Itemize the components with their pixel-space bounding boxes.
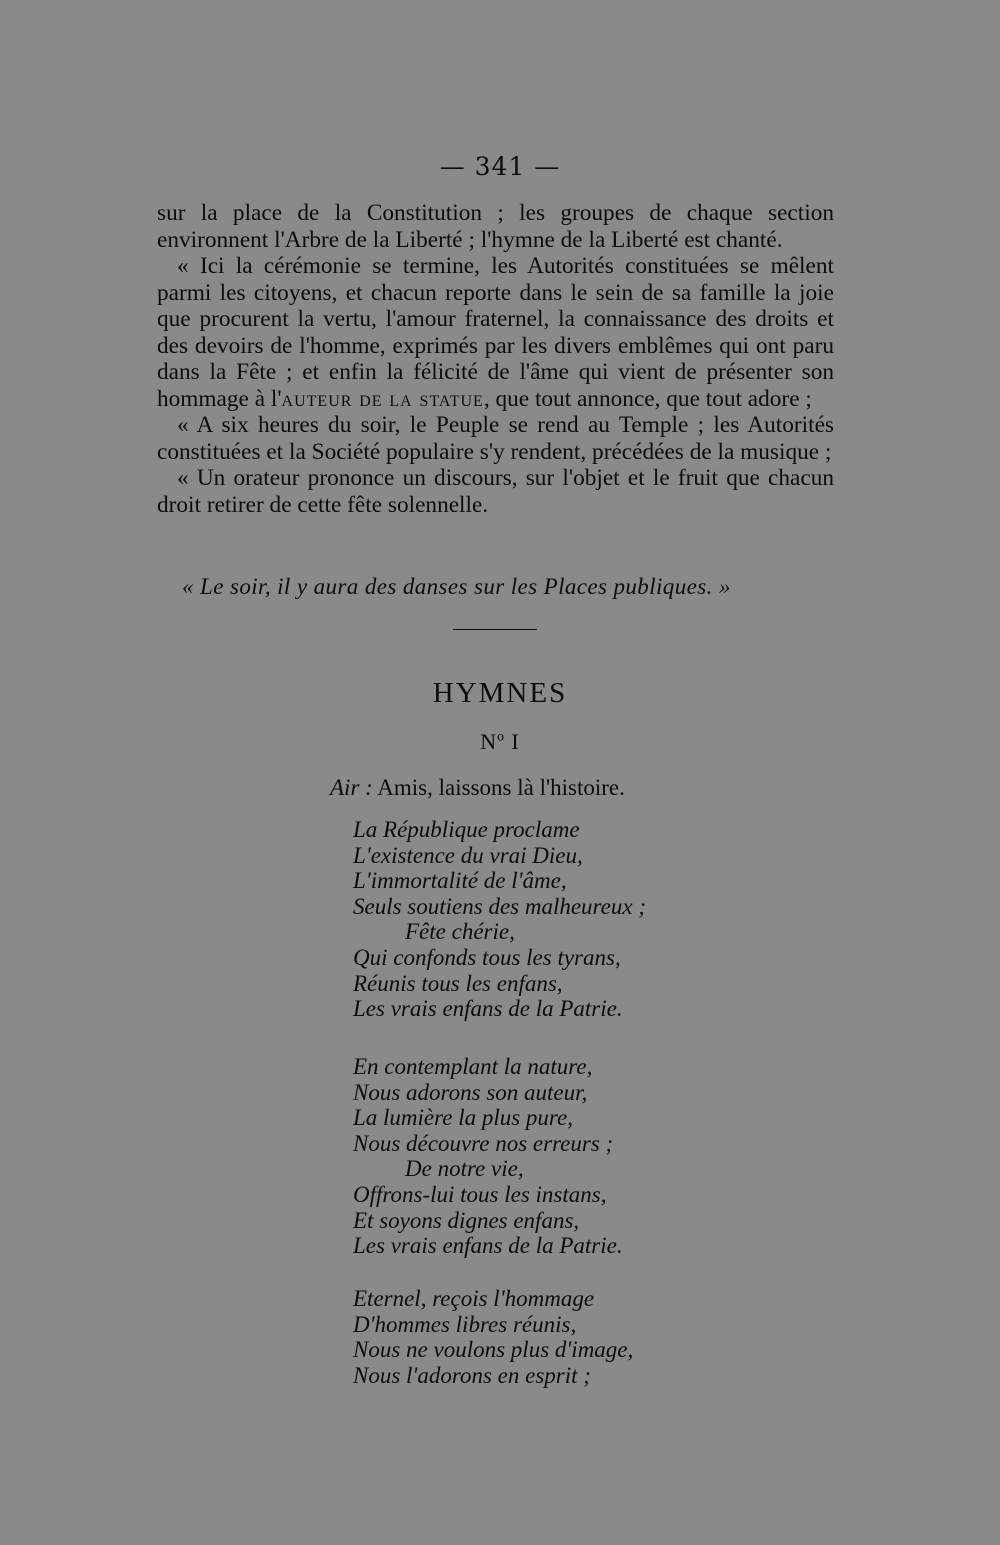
verse-line: Les vrais enfans de la Patrie. [353, 996, 623, 1022]
air-label: Air : [330, 775, 373, 800]
section-title: HYMNES [432, 677, 568, 709]
verse-line: La République proclame [353, 817, 580, 842]
stanza-3 [353, 1286, 633, 1388]
verse-line: Réunis tous les enfans, [353, 970, 563, 996]
verse-line: En contemplant la nature, [353, 1054, 593, 1079]
verse-line: La lumière la plus pure, [353, 1105, 573, 1131]
page-number: — 341 — [439, 152, 561, 181]
air-line [330, 775, 625, 801]
stanza-1 [353, 817, 646, 1022]
paragraph-ceremony-end: , que tout annonce, que tout adore ; [483, 385, 812, 412]
verse-line: L'existence du vrai Dieu, [353, 842, 583, 868]
air-tune: Amis, laissons là l'histoire. [372, 775, 625, 800]
verse-line: Eternel, reçois l'hommage [353, 1286, 595, 1311]
paragraph-constitution: sur la place de la Constitution ; les groupes de chaque section environnent l'Arbre de la Liberté ; l'hymne de la Liberté est chanté. [157, 200, 834, 253]
verse-line: Qui confonds tous les tyrans, [353, 944, 621, 970]
auteur-statue-smallcaps: auteur de la statue [281, 385, 484, 412]
verse-line-refrain: De notre vie, [405, 1156, 524, 1182]
closing-italic-line: « Le soir, il y aura des danses sur les Places publiques. » [182, 574, 731, 599]
paragraph-ceremony-text: « Ici la cérémonie se termine, les Autorités constituées se mêlent parmi les citoyens, et chacun reporte dans le sein de sa famille la joie que procurent la vertu, l'amour fraternel, la connaissance des droits et des devoirs de l'homme, exprimés par les divers emblêmes qui ont paru dans la Fête ; et enfin la félicité de l'âme qui vient de présenter son hommage à l' [157, 253, 834, 412]
verse-line: Les vrais enfans de la Patrie. [353, 1233, 623, 1259]
verse-line: Et soyons dignes enfans, [353, 1207, 580, 1233]
verse-line: Offrons-lui tous les instans, [353, 1181, 607, 1207]
verse-line: Seuls soutiens des malheureux ; [353, 893, 646, 919]
paragraph-orateur: « Un orateur prononce un discours, sur l'objet et le fruit que chacun droit retirer de cette fête solennelle. [157, 465, 834, 518]
verse-line: Nous l'adorons en esprit ; [353, 1362, 591, 1388]
section-divider [453, 629, 537, 630]
paragraph-ceremony [157, 253, 834, 412]
verse-line: Nous ne voulons plus d'image, [353, 1337, 634, 1363]
hymn-number: Nº I [480, 729, 520, 754]
verse-line: Nous découvre nos erreurs ; [353, 1130, 614, 1156]
stanza-2 [353, 1054, 623, 1259]
verse-line: Nous adorons son auteur, [353, 1079, 588, 1105]
verse-line: D'hommes libres réunis, [353, 1311, 577, 1337]
prose-block [157, 200, 834, 518]
verse-line-refrain: Fête chérie, [405, 919, 515, 945]
verse-line: L'immortalité de l'âme, [353, 868, 567, 894]
paragraph-six-heures: « A six heures du soir, le Peuple se rend au Temple ; les Autorités constituées et la Société populaire s'y rendent, précédées de la musique ; [157, 412, 834, 465]
